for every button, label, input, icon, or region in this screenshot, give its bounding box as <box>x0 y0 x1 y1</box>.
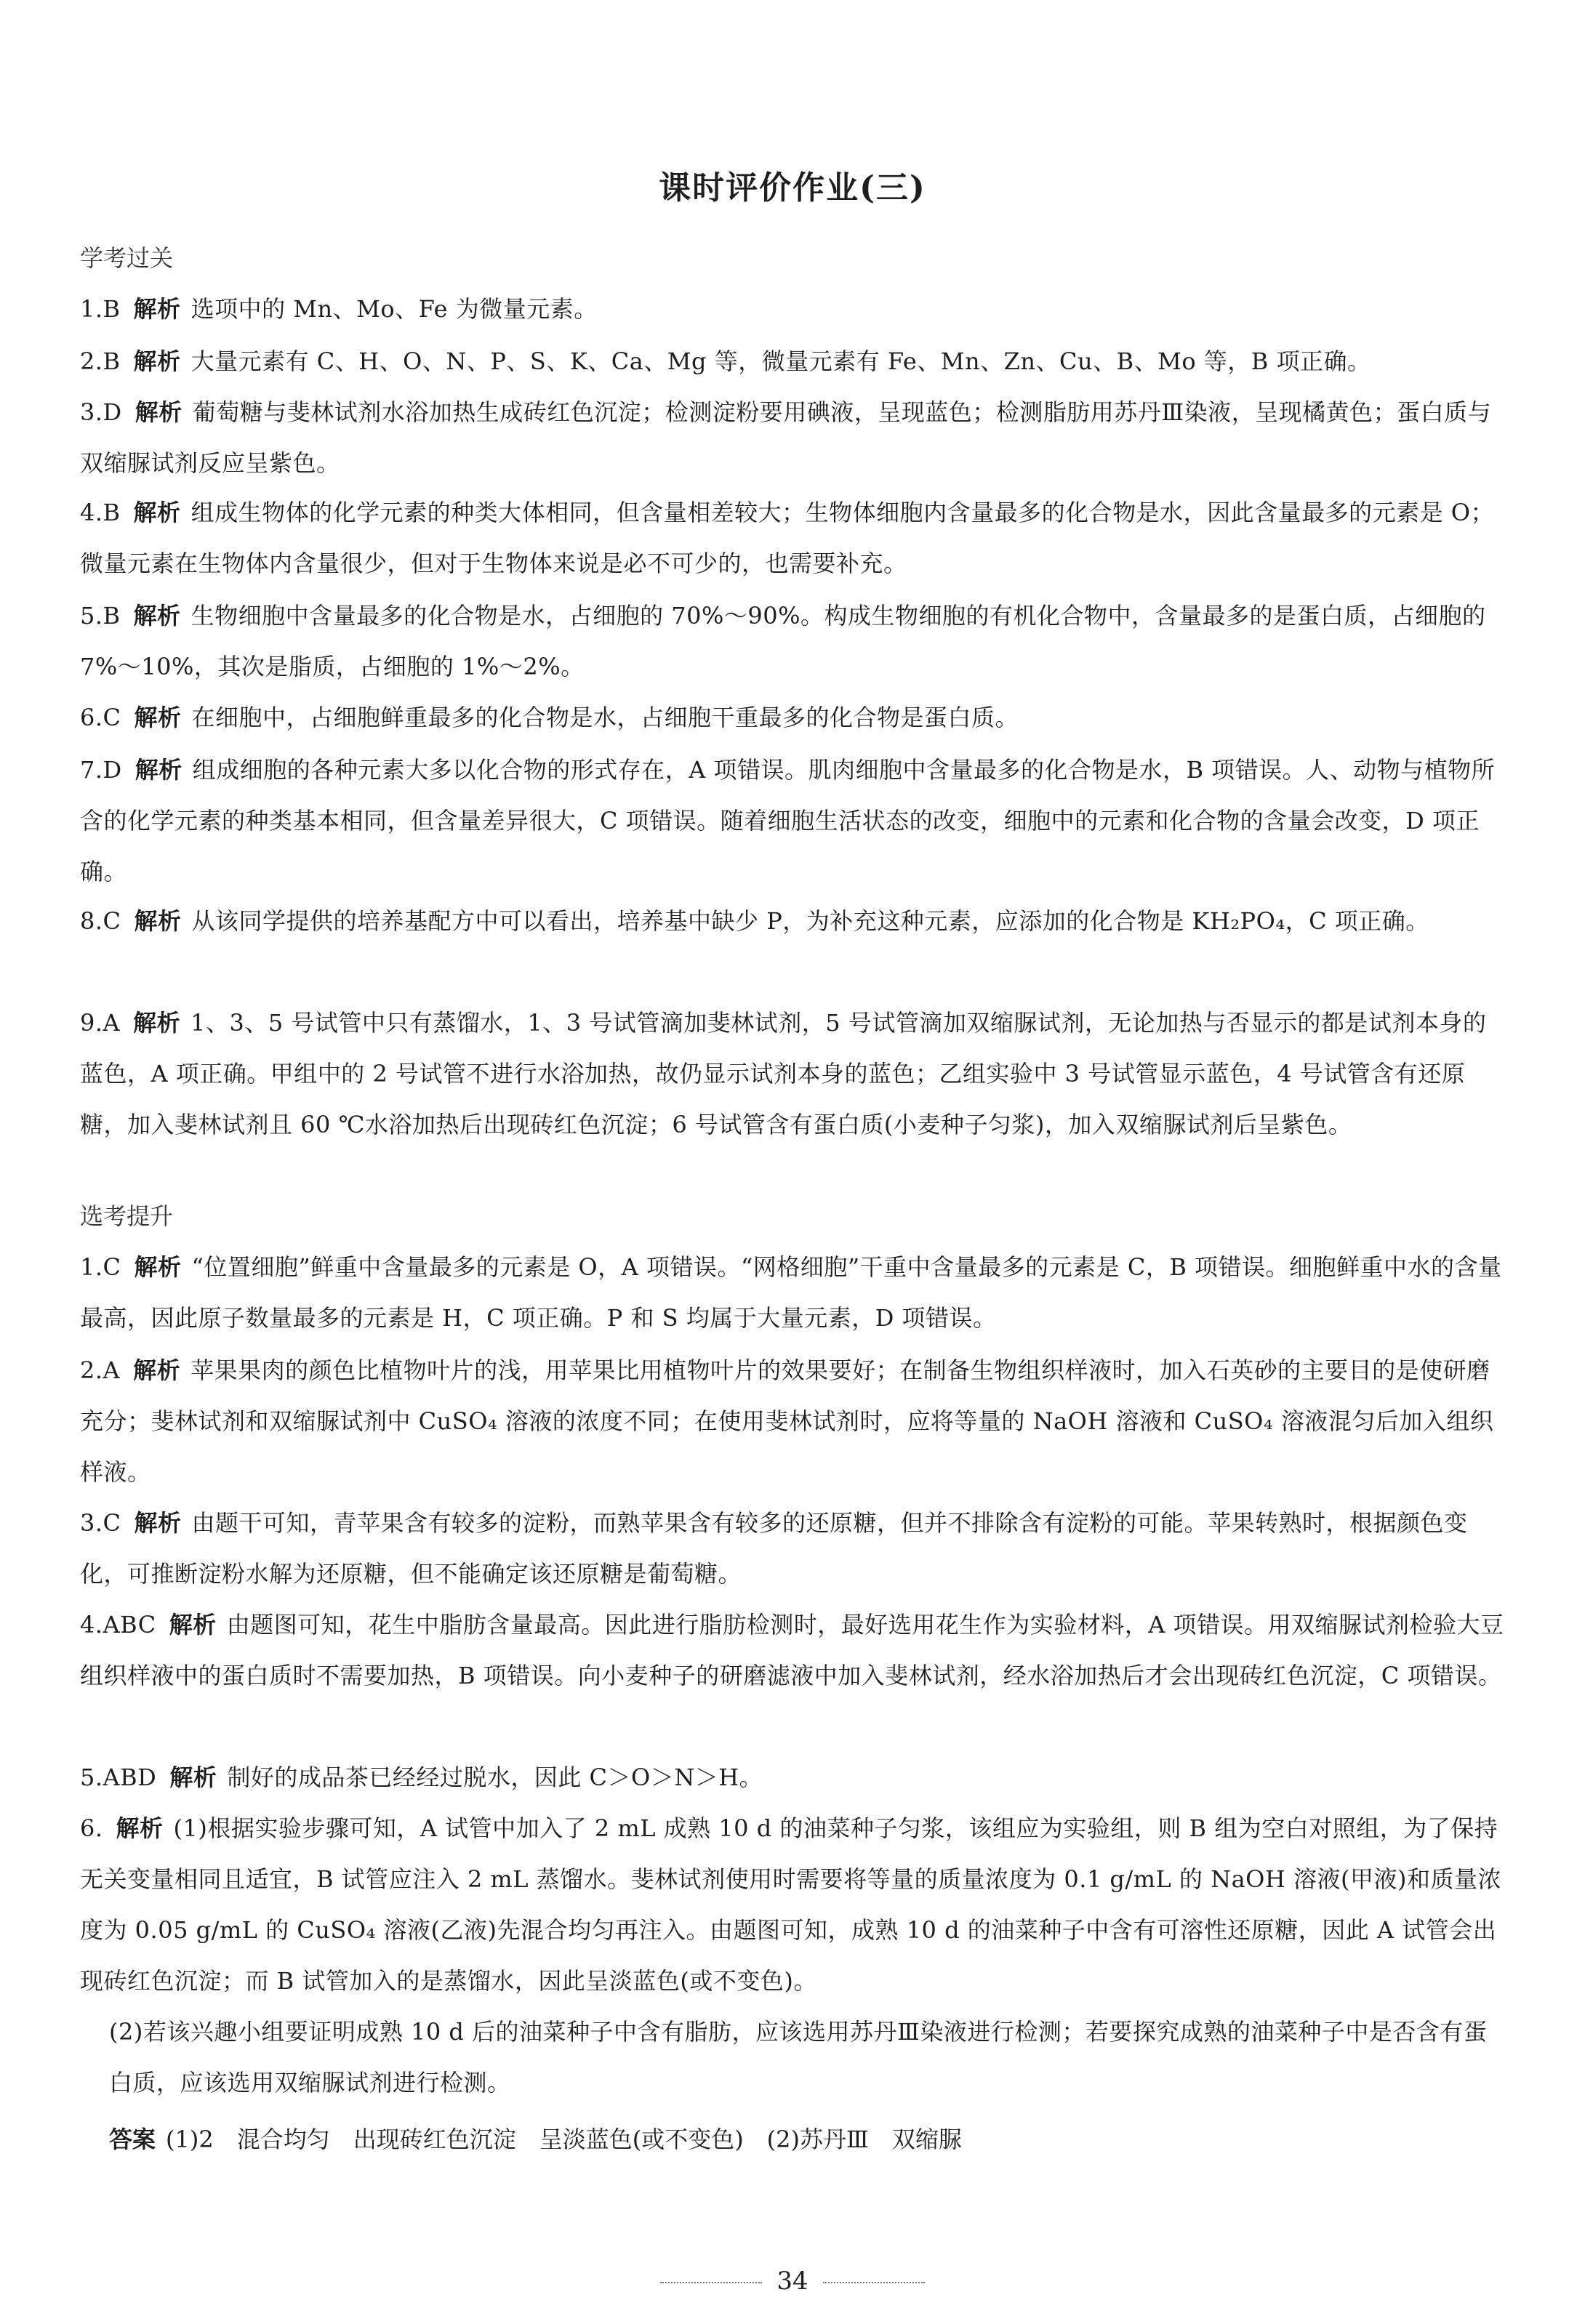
answer-item <box>80 1242 1505 1343</box>
answer-item <box>80 590 1505 692</box>
answer-item <box>80 487 1505 589</box>
answer-item <box>80 1345 1505 1497</box>
item-number: 4.ABC <box>80 1611 156 1639</box>
answer-item <box>80 997 1505 1150</box>
answer-text: (1)2 混合均匀 出现砖红色沉淀 呈淡蓝色(或不变色) (2)苏丹Ⅲ 双缩脲 <box>166 2126 962 2153</box>
item-number: 6. <box>80 1814 103 1842</box>
page-footer <box>0 2267 1585 2296</box>
analysis-label: 解析 <box>133 1009 181 1037</box>
section-heading-xuekao: 学考过关 <box>80 244 174 272</box>
answer-item <box>80 744 1505 897</box>
item-text: 制好的成品茶已经经过脱水，因此 C＞O＞N＞H。 <box>227 1764 763 1791</box>
item-number: 3.D <box>80 398 122 426</box>
item-number: 2.B <box>80 347 121 375</box>
item-text: 苹果果肉的颜色比植物叶片的浅，用苹果比用植物叶片的效果要好；在制备生物组织样液时，加入石英砂的主要目的是使研磨充分；斐林试剂和双缩脲试剂中 CuSO₄ 溶液的浓度不同；在使用斐林试剂时，应将等量的 NaOH 溶液和 CuSO₄ 溶液混匀后加入组织样液。 <box>80 1356 1494 1486</box>
analysis-label: 解析 <box>135 398 182 426</box>
item-number: 5.B <box>80 602 121 630</box>
item-number: 8.C <box>80 907 121 935</box>
page-number: 34 <box>777 2267 808 2296</box>
item-text: 组成生物体的化学元素的种类大体相同，但含量相差较大；生物体细胞内含量最多的化合物是水，因此含量最多的元素是 O；微量元素在生物体内含量很少，但对于生物体来说是必不可少的，也需要补充。 <box>80 499 1494 577</box>
item-text: “位置细胞”鲜重中含量最多的元素是 O，A 项错误。“网格细胞”干重中含量最多的元素是 C，B 项错误。细胞鲜重中水的含量最高，因此原子数量最多的元素是 H，C 项正确。P 和 S 均属于大量元素，D 项错误。 <box>80 1253 1502 1332</box>
item-text: 由题干可知，青苹果含有较多的淀粉，而熟苹果含有较多的还原糖，但并不排除含有淀粉的可能。苹果转熟时，根据颜色变化，可推断淀粉水解为还原糖，但不能确定该还原糖是葡萄糖。 <box>80 1509 1468 1588</box>
answer-item <box>80 1752 1505 1803</box>
answer-item-continuation <box>109 2006 1505 2108</box>
analysis-label: 解析 <box>133 347 181 375</box>
answer-item <box>80 1497 1505 1599</box>
item-number: 2.A <box>80 1356 121 1384</box>
analysis-label: 解析 <box>133 499 181 526</box>
analysis-label: 解析 <box>133 602 181 630</box>
answer-item <box>80 336 1505 387</box>
footer-rule-left <box>660 2282 762 2283</box>
analysis-label: 解析 <box>133 1356 181 1384</box>
item-text: 在细胞中，占细胞鲜重最多的化合物是水，占细胞干重最多的化合物是蛋白质。 <box>191 704 1019 731</box>
section-heading-xuankao: 选考提升 <box>80 1202 174 1230</box>
item-number: 9.A <box>80 1009 121 1037</box>
analysis-label: 解析 <box>169 1764 217 1791</box>
analysis-label: 解析 <box>134 1253 182 1281</box>
analysis-label: 解析 <box>133 295 181 323</box>
item-number: 7.D <box>80 756 122 784</box>
analysis-label: 解析 <box>134 1509 182 1537</box>
analysis-label: 解析 <box>134 704 182 731</box>
page-title: 课时评价作业(三) <box>659 169 926 206</box>
item-text: (1)根据实验步骤可知，A 试管中加入了 2 mL 成熟 10 d 的油菜种子匀浆，该组应为实验组，则 B 组为空白对照组，为了保持无关变量相同且适宜，B 试管应注入 2 mL 蒸馏水。斐林试剂使用时需要将等量的质量浓度为 0.1 g/mL 的 NaOH 溶液(甲液)和质量浓度为 0.05 g/mL 的 CuSO₄ 溶液(乙液)先混合均匀再注入。由题图可知，成熟 10 d 的油菜种子中含有可溶性还原糖，因此 A 试管会出现砖红色沉淀；而 B 试管加入的是蒸馏水，因此呈淡蓝色(或不变色)。 <box>80 1814 1501 1995</box>
answer-item <box>80 1599 1505 1701</box>
analysis-label: 解析 <box>135 756 182 784</box>
item-number: 3.C <box>80 1509 121 1537</box>
item-text: 葡萄糖与斐林试剂水浴加热生成砖红色沉淀；检测淀粉要用碘液，呈现蓝色；检测脂肪用苏丹Ⅲ染液，呈现橘黄色；蛋白质与双缩脲试剂反应呈紫色。 <box>80 398 1492 477</box>
item-number: 6.C <box>80 704 121 731</box>
item-number: 5.ABD <box>80 1764 157 1791</box>
item-text: 大量元素有 C、H、O、N、P、S、K、Ca、Mg 等，微量元素有 Fe、Mn、Zn、Cu、B、Mo 等，B 项正确。 <box>190 347 1371 375</box>
analysis-label: 解析 <box>116 1814 164 1842</box>
item-number: 4.B <box>80 499 121 526</box>
item-text: 选项中的 Mn、Mo、Fe 为微量元素。 <box>190 295 598 323</box>
answer-item <box>80 387 1505 488</box>
item-text: 组成细胞的各种元素大多以化合物的形式存在，A 项错误。肌肉细胞中含量最多的化合物是水，B 项错误。人、动物与植物所含的化学元素的种类基本相同，但含量差异很大，C 项错误。随着细胞生活状态的改变，细胞中的元素和化合物的含量会改变，D 项正确。 <box>80 756 1496 885</box>
footer-rule-right <box>823 2282 925 2283</box>
item-text: 由题图可知，花生中脂肪含量最高。因此进行脂肪检测时，最好选用花生作为实验材料，A 项错误。用双缩脲试剂检验大豆组织样液中的蛋白质时不需要加热，B 项错误。向小麦种子的研磨滤液中加入斐林试剂，经水浴加热后才会出现砖红色沉淀，C 项错误。 <box>80 1611 1504 1689</box>
analysis-label: 解析 <box>169 1611 217 1639</box>
answer-item <box>80 692 1505 743</box>
item-number: 1.C <box>80 1253 121 1281</box>
answer-item <box>80 284 1505 334</box>
item-text: (2)若该兴趣小组要证明成熟 10 d 后的油菜种子中含有脂肪，应该选用苏丹Ⅲ染液进行检测；若要探究成熟的油菜种子中是否含有蛋白质，应该选用双缩脲试剂进行检测。 <box>109 2018 1488 2096</box>
item-text: 1、3、5 号试管中只有蒸馏水，1、3 号试管滴加斐林试剂，5 号试管滴加双缩脲试剂，无论加热与否显示的都是试剂本身的蓝色，A 项正确。甲组中的 2 号试管不进行水浴加热，故仍显示试剂本身的蓝色；乙组实验中 3 号试管显示蓝色，4 号试管含有还原糖，加入斐林试剂且 60 ℃水浴加热后出现砖红色沉淀；6 号试管含有蛋白质(小麦种子匀浆)，加入双缩脲试剂后呈紫色。 <box>80 1009 1487 1138</box>
answer-label: 答案 <box>109 2126 156 2153</box>
item-text: 生物细胞中含量最多的化合物是水，占细胞的 70%～90%。构成生物细胞的有机化合物中，含量最多的是蛋白质，占细胞的 7%～10%，其次是脂质，占细胞的 1%～2%。 <box>80 602 1486 680</box>
answer-item <box>80 896 1505 946</box>
analysis-label: 解析 <box>134 907 182 935</box>
final-answer <box>109 2121 962 2155</box>
answer-item <box>80 1803 1505 2006</box>
item-text: 从该同学提供的培养基配方中可以看出，培养基中缺少 P，为补充这种元素，应添加的化合物是 KH₂PO₄，C 项正确。 <box>191 907 1429 935</box>
item-number: 1.B <box>80 295 121 323</box>
